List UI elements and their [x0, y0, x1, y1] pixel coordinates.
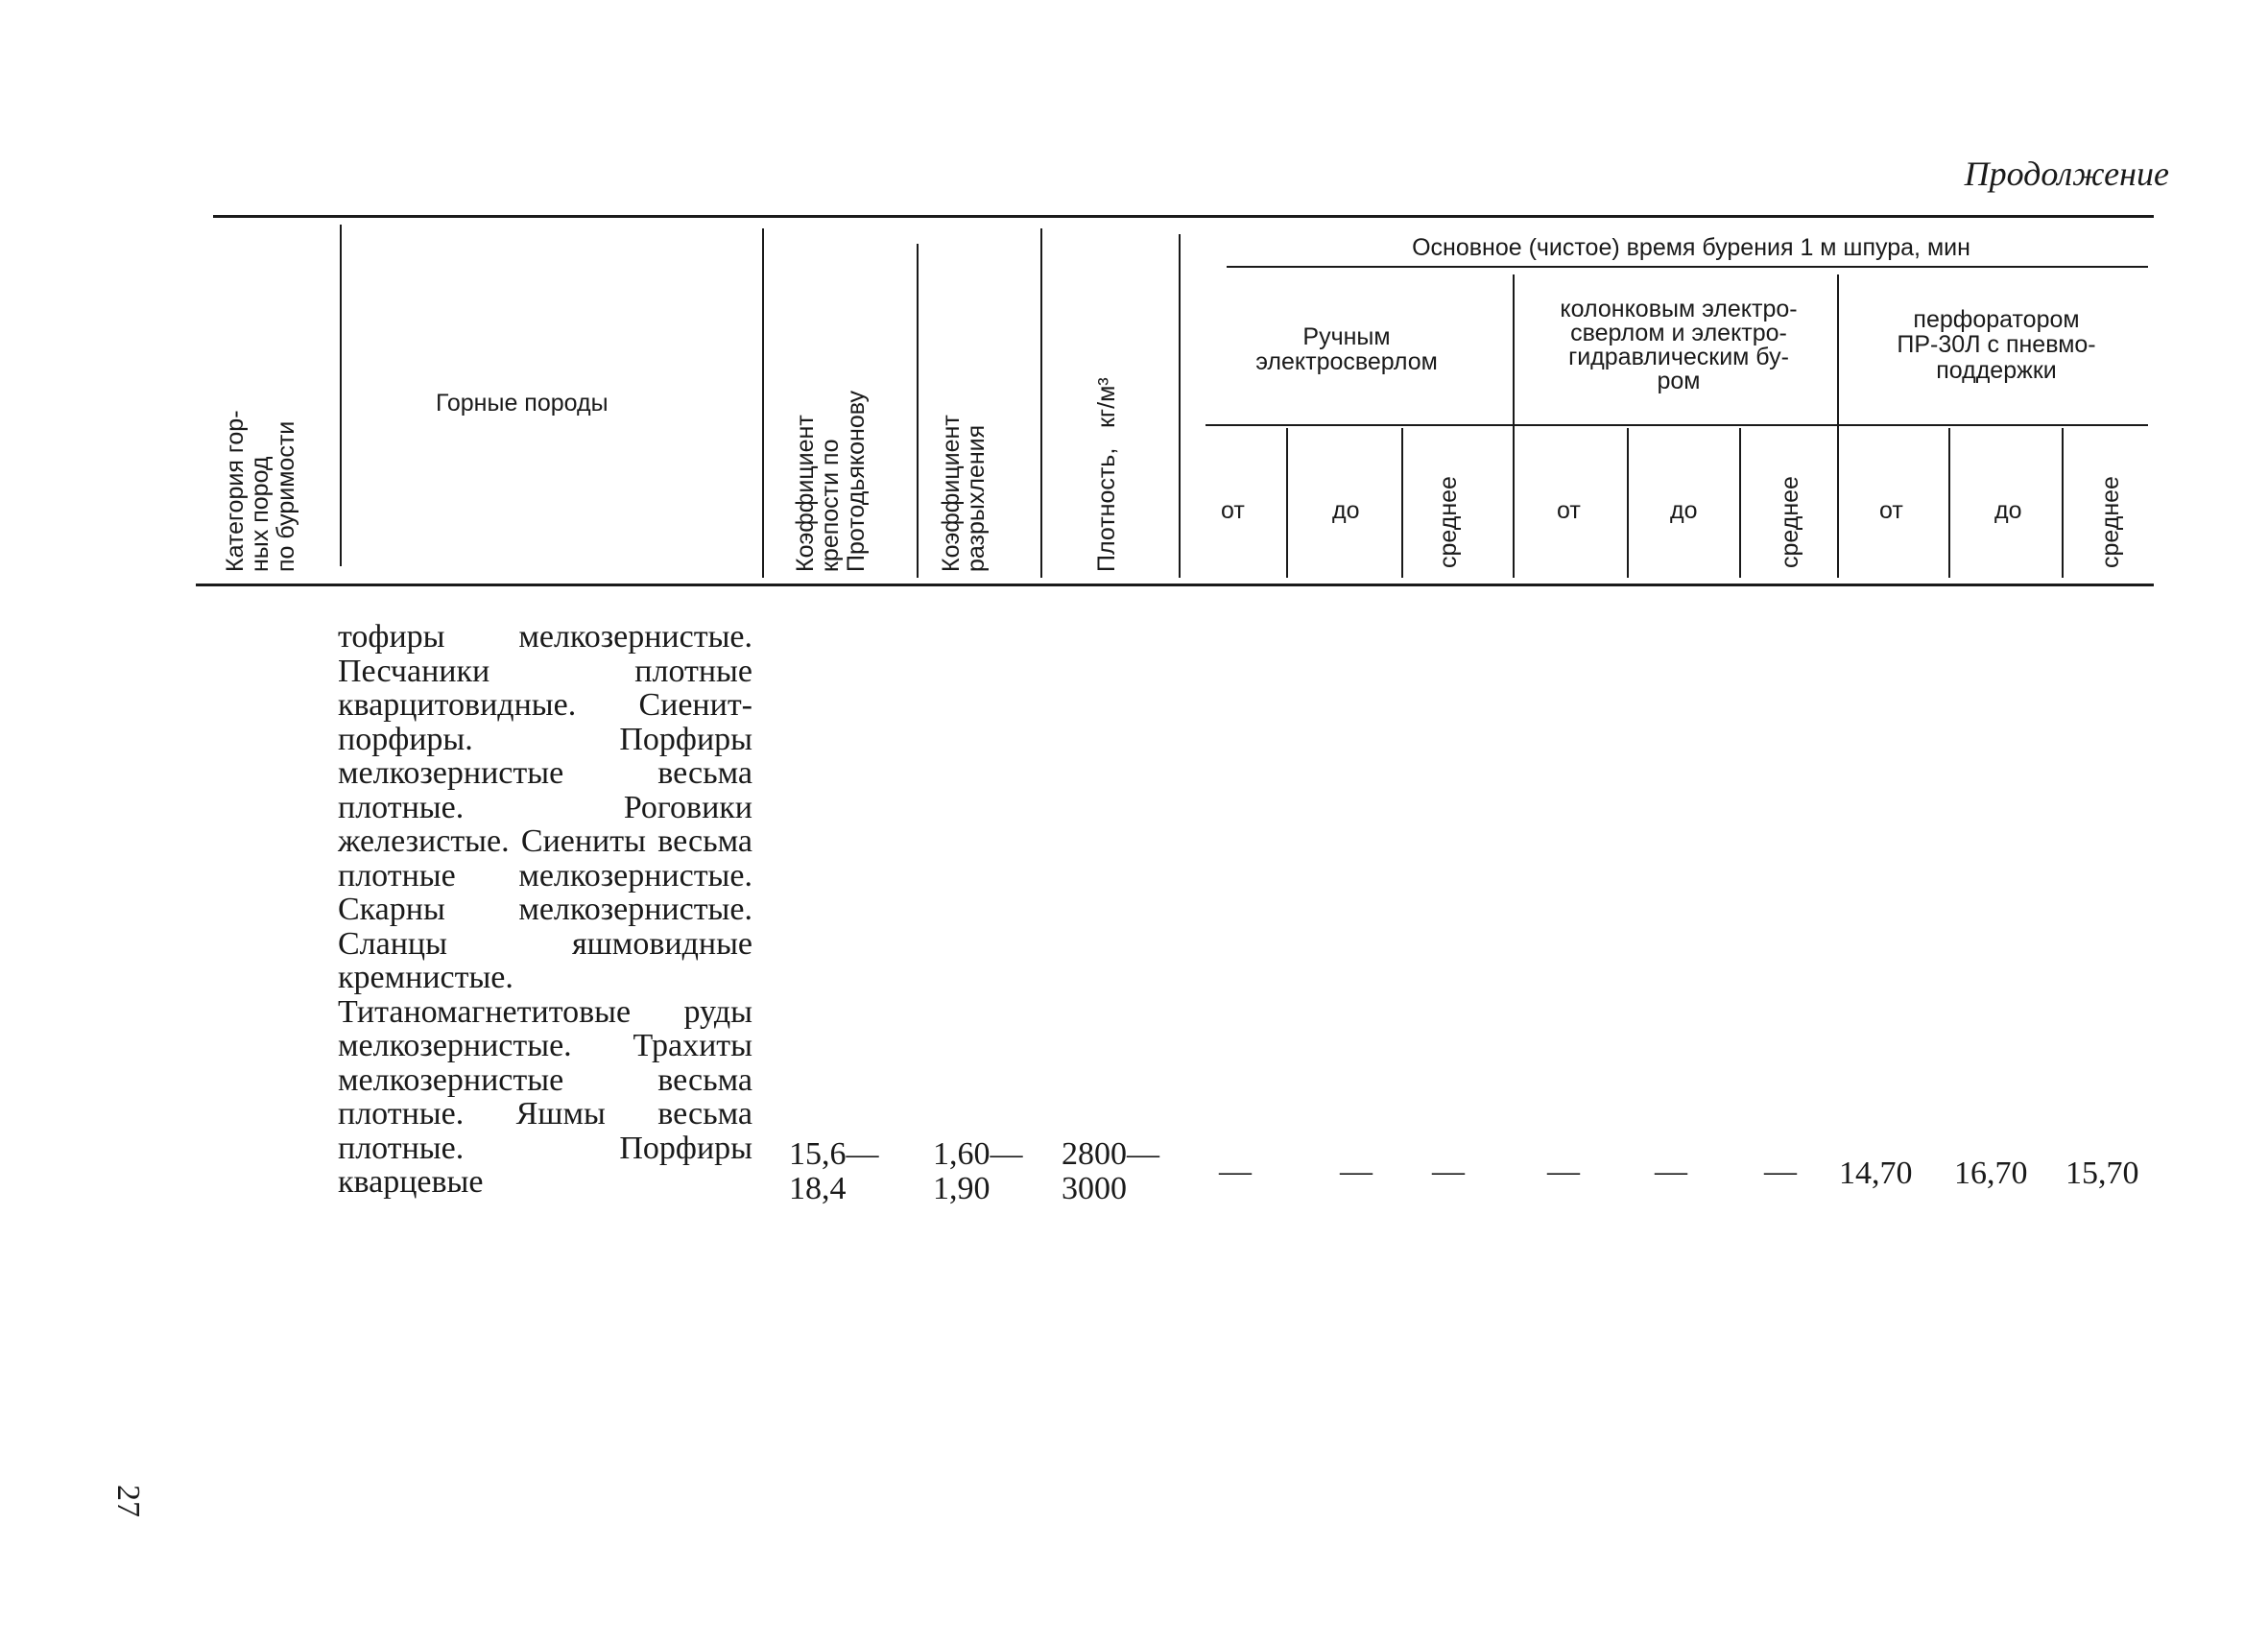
sub-from: от — [1221, 497, 1245, 524]
dash-cell: — — [1547, 1154, 1580, 1189]
page-number: 27 — [110, 1485, 146, 1517]
sub-divider — [1286, 428, 1288, 578]
header-category: Категория гор- ных пород по буримости — [222, 410, 299, 572]
header-strength-coef: Коэффициент крепости по Протодьяконову — [792, 391, 870, 572]
col-divider — [1179, 234, 1181, 578]
perf-avg-value: 15,70 — [2065, 1156, 2139, 1191]
col-divider — [1040, 228, 1042, 578]
table-header-bottom-rule — [196, 584, 2154, 586]
header-density: Плотность, кг/м³ — [1093, 377, 1120, 572]
col-divider — [340, 225, 342, 566]
header-main-time: Основное (чистое) время бурения 1 м шпура, мин — [1412, 234, 1970, 261]
sub-avg: среднее — [2097, 476, 2124, 568]
dash-cell: — — [1219, 1154, 1252, 1189]
sub-to: до — [1332, 497, 1360, 524]
sub-from: от — [1879, 497, 1903, 524]
dash-cell: — — [1340, 1154, 1373, 1189]
main-time-rule — [1227, 266, 2148, 268]
dash-cell: — — [1764, 1154, 1797, 1189]
table-top-rule — [213, 215, 2154, 218]
sub-divider — [2062, 428, 2064, 578]
group-column-drill: колонковым электро- сверлом и электро- гидравлическим бу- ром — [1560, 296, 1798, 394]
group-manual-drill: Ручным электросверлом — [1255, 323, 1438, 376]
sub-divider — [1627, 428, 1629, 578]
dash-cell: — — [1655, 1154, 1687, 1189]
perf-to-value: 16,70 — [1954, 1156, 2028, 1191]
rocks-description: тофиры мелкозернистые. Песчаники плотные кварцитовидные. Сиенит-порфиры. Порфиры мелкозернистые весьма плотные. Роговики железистые. Сиениты весьма плотные мелкозернистые. Скарны мелкозернистые. Сланцы яшмовидные кремнистые. Титаномагнетитовые руды мелкозернистые. Трахиты мелкозернистые весьма плотные. Яшмы весьма плотные. Порфиры кварцевые — [338, 619, 752, 1200]
sub-to: до — [1994, 497, 2022, 524]
col-divider — [1837, 274, 1839, 578]
sub-divider — [1739, 428, 1741, 578]
density-value: 2800— 3000 — [1062, 1136, 1159, 1206]
continuation-label: Продолжение — [1964, 155, 2169, 193]
perf-from-value: 14,70 — [1839, 1156, 1913, 1191]
sub-from: от — [1557, 497, 1581, 524]
col-divider — [917, 244, 919, 578]
sub-avg: среднее — [1777, 476, 1803, 568]
header-rocks: Горные породы — [436, 390, 609, 417]
sub-divider — [1401, 428, 1403, 578]
col-divider — [762, 228, 764, 578]
header-loosening-coef: Коэффициент разрыхления — [938, 415, 991, 572]
subheader-rule — [1206, 424, 2148, 426]
strength-value: 15,6— 18,4 — [789, 1136, 879, 1206]
sub-divider — [1948, 428, 1950, 578]
col-divider — [1513, 274, 1515, 578]
group-perforator: перфоратором ПР-30Л с пневмо- поддержки — [1897, 306, 2096, 384]
dash-cell: — — [1432, 1154, 1465, 1189]
loosening-value: 1,60— 1,90 — [933, 1136, 1023, 1206]
sub-avg: среднее — [1435, 476, 1462, 568]
sub-to: до — [1670, 497, 1698, 524]
